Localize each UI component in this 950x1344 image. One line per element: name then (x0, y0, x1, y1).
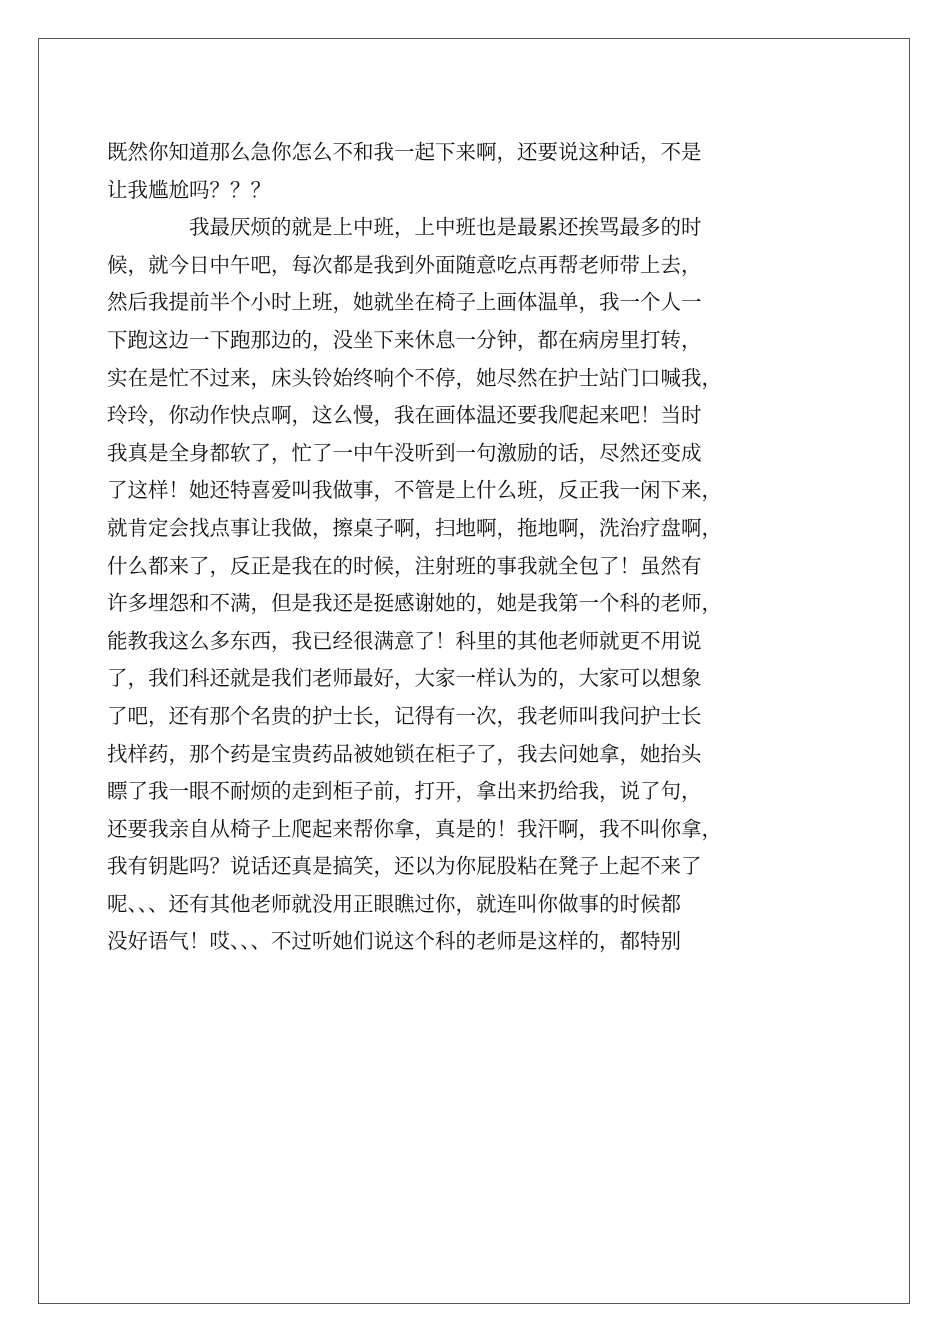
text-line: 候，就今日中午吧，每次都是我到外面随意吃点再帮老师带上去， (107, 252, 702, 277)
text-line: 我最厌烦的就是上中班，上中班也是最累还挨骂最多的时 (107, 215, 702, 240)
text-line: 玲玲，你动作快点啊，这么慢，我在画体温还要我爬起来吧！当时 (107, 403, 702, 428)
text-line: 实在是忙不过来，床头铃始终响个不停，她尽然在护士站门口喊我， (107, 365, 722, 390)
text-line: 呢、、、还有其他老师就没用正眼瞧过你，就连叫你做事的时候都 (107, 891, 681, 916)
text-line: 下跑这边一下跑那边的，没坐下来休息一分钟，都在病房里打转， (107, 327, 702, 352)
text-line: 没好语气！哎、、、不过听她们说这个科的老师是这样的，都特别 (107, 929, 681, 954)
text-line: 了吧，还有那个名贵的护士长，记得有一次，我老师叫我问护士长 (107, 703, 702, 728)
text-line: 了，我们科还就是我们老师最好，大家一样认为的，大家可以想象 (107, 666, 702, 691)
text-line: 瞟了我一眼不耐烦的走到柜子前，打开，拿出来扔给我，说了句， (107, 779, 702, 804)
text-line: 既然你知道那么急你怎么不和我一起下来啊，还要说这种话，不是 (107, 140, 702, 164)
text-line: 了这样！她还特喜爱叫我做事，不管是上什么班，反正我一闲下来， (107, 478, 722, 503)
text-line: 让我尴尬吗？？？ (107, 177, 271, 202)
text-line: 然后我提前半个小时上班，她就坐在椅子上画体温单，我一个人一 (107, 290, 702, 315)
document-body (107, 134, 819, 961)
text-line: 我真是全身都软了，忙了一中午没听到一句激励的话，尽然还变成 (107, 440, 702, 465)
text-line: 还要我亲自从椅子上爬起来帮你拿，真是的！我汗啊，我不叫你拿， (107, 816, 722, 841)
text-line: 许多埋怨和不满，但是我还是挺感谢她的，她是我第一个科的老师， (107, 591, 722, 616)
text-line: 找样药，那个药是宝贵药品被她锁在柜子了，我去问她拿，她抬头 (107, 741, 702, 766)
text-line: 就肯定会找点事让我做，擦桌子啊，扫地啊，拖地啊，洗治疗盘啊， (107, 515, 722, 540)
text-line: 我有钥匙吗？说话还真是搞笑，还以为你屁股粘在凳子上起不来了 (107, 854, 702, 879)
text-line: 什么都来了，反正是我在的时候，注射班的事我就全包了！虽然有 (107, 553, 702, 578)
text-line: 能教我这么多东西，我已经很满意了！科里的其他老师就更不用说 (107, 628, 702, 653)
